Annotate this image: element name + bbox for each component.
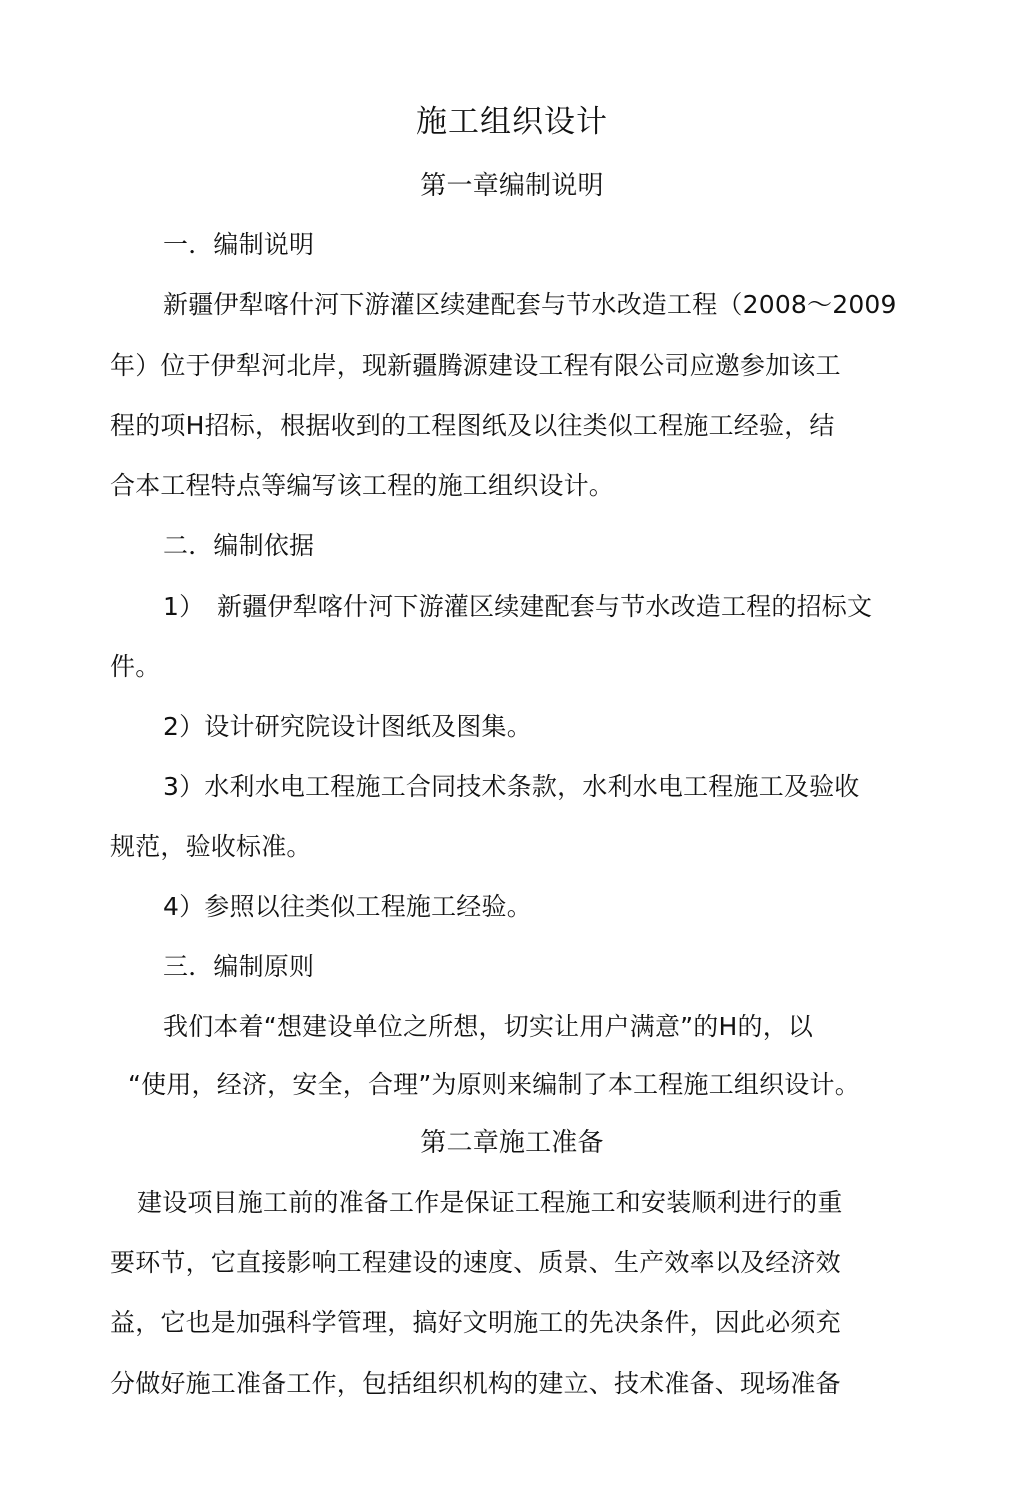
list-item: 1） 新疆伊犁喀什河下游灌区续建配套与节水改造工程的招标文	[163, 592, 873, 621]
paragraph-line: 分做好施工准备工作，包括组织机构的建立、技术准备、现场准备	[110, 1369, 841, 1398]
paragraph-line: 合本工程特点等编写该工程的施工组织设计。	[110, 471, 615, 500]
list-item-continuation: 规范，验收标准。	[110, 832, 312, 861]
chapter-1-heading: 第一章编制说明	[420, 171, 604, 201]
paragraph-line: 建设项目施工前的准备工作是保证工程施工和安装顺利进行的重	[137, 1188, 843, 1217]
section-3-heading: 三．编制原则	[163, 952, 315, 981]
paragraph-line: 程的项H招标，根据收到的工程图纸及以往类似工程施工经验，结	[110, 411, 835, 440]
section-2-heading: 二．编制依据	[163, 531, 315, 560]
paragraph-line: “使用，经济，安全，合理”为原则来编制了本工程施工组织设计。	[128, 1070, 860, 1099]
list-item-continuation: 件。	[110, 652, 161, 681]
list-item: 4）参照以往类似工程施工经验。	[163, 892, 532, 921]
chapter-2-heading: 第二章施工准备	[420, 1128, 604, 1158]
paragraph-line: 要环节，它直接影响工程建设的速度、质景、生产效率以及经济效	[110, 1248, 841, 1277]
document-title: 施工组织设计	[416, 104, 608, 140]
paragraph-line: 年）位于伊犁河北岸，现新疆腾源建设工程有限公司应邀参加该工	[110, 351, 841, 380]
list-item: 2）设计研究院设计图纸及图集。	[163, 712, 532, 741]
paragraph-line: 新疆伊犁喀什河下游灌区续建配套与节水改造工程（2008～2009	[163, 290, 897, 319]
paragraph-line: 我们本着“想建设单位之所想，切实让用户满意”的H的，以	[163, 1012, 814, 1041]
section-1-heading: 一．编制说明	[163, 230, 315, 259]
paragraph-line: 益，它也是加强科学管理，搞好文明施工的先决条件，因此必须充	[110, 1308, 841, 1337]
list-item: 3）水利水电工程施工合同技术条款，水利水电工程施工及验收	[163, 772, 860, 801]
